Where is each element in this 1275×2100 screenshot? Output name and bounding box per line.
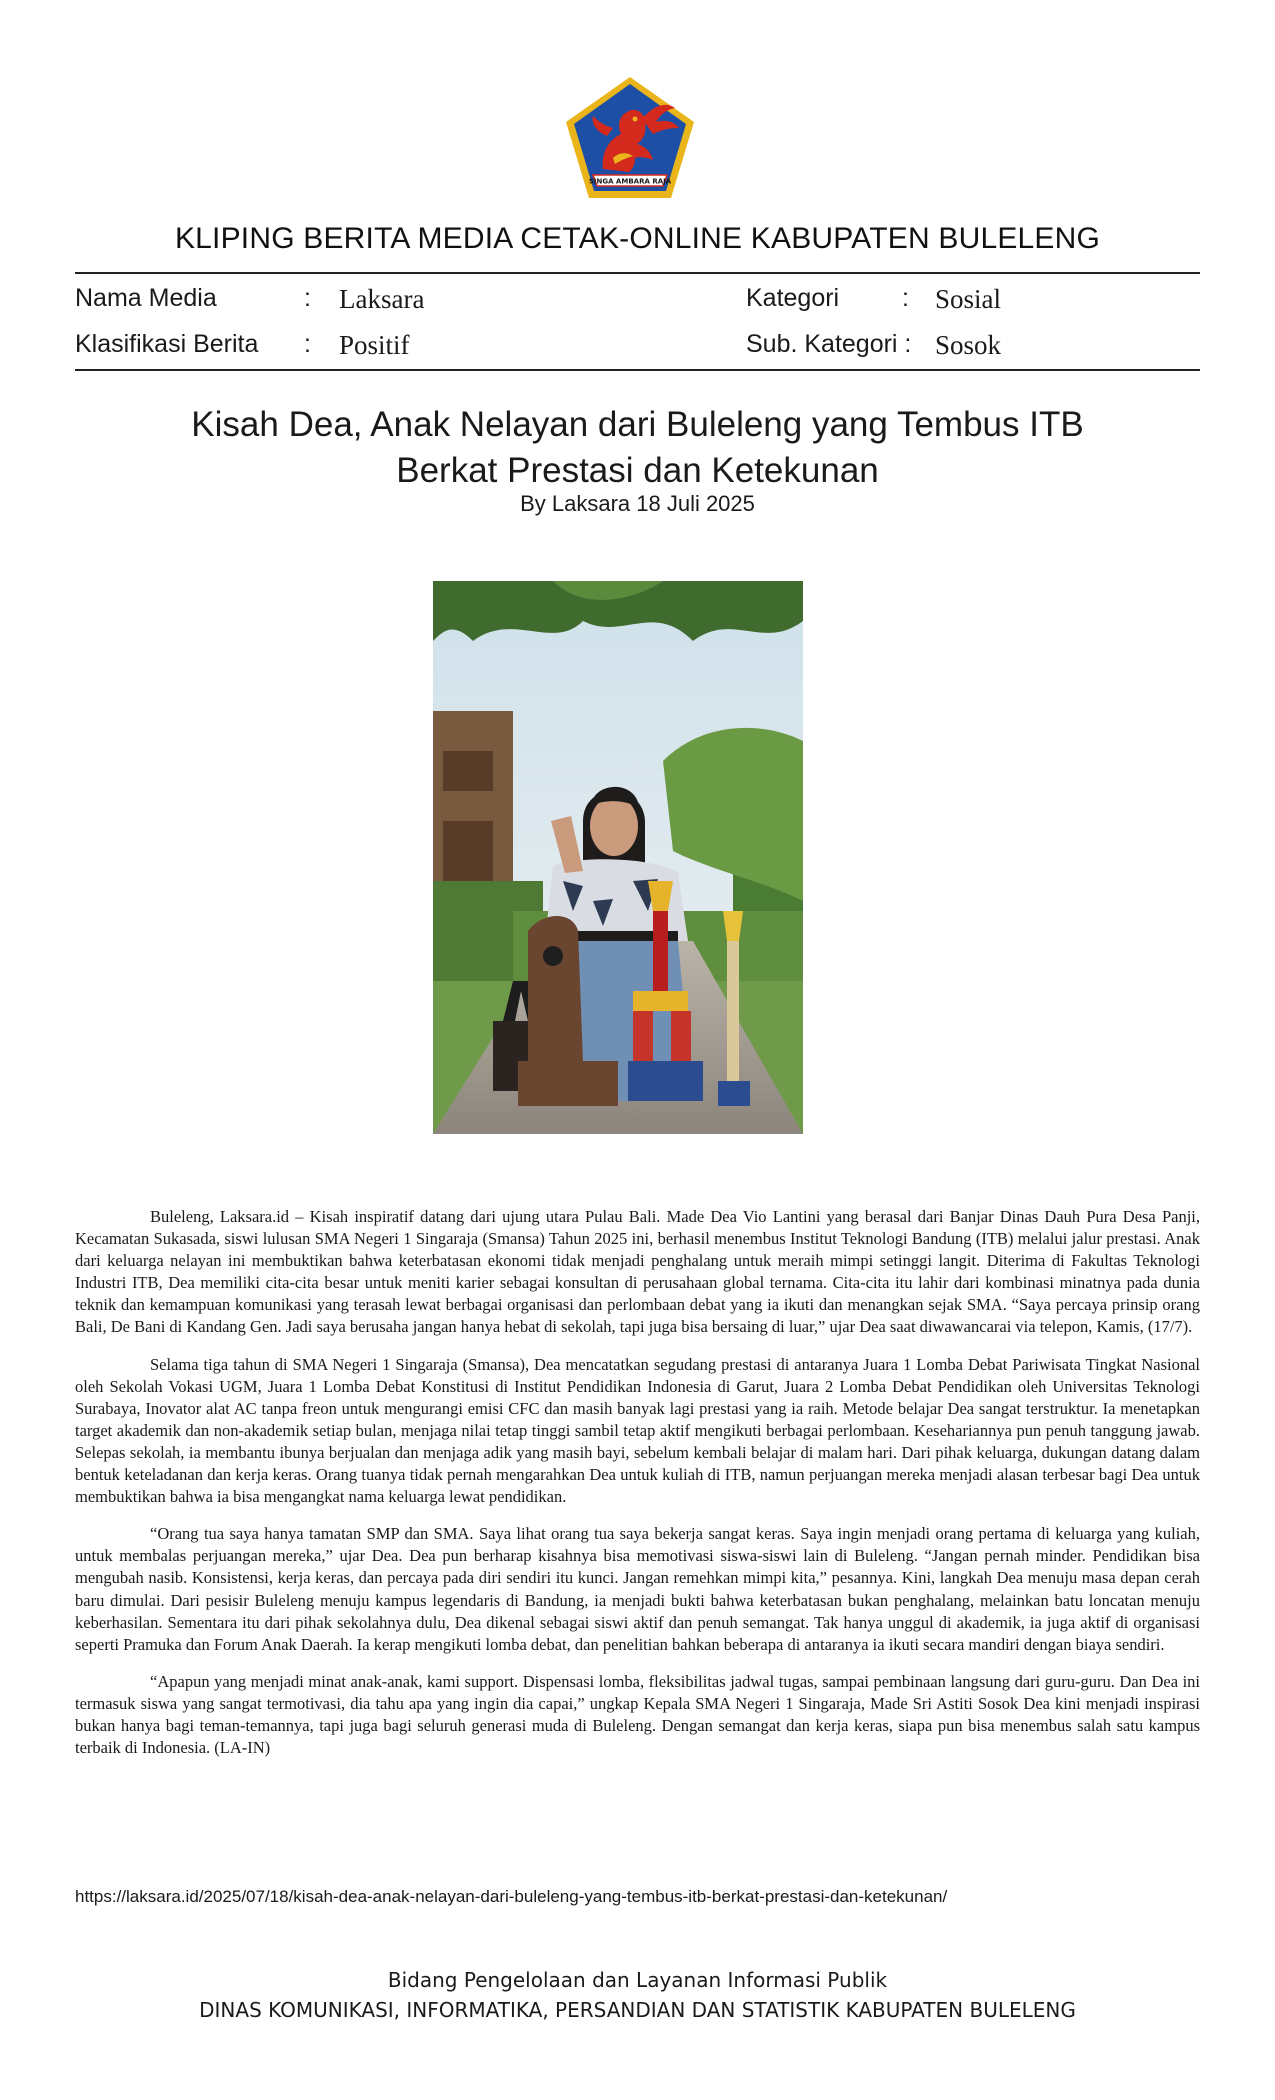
document-title: KLIPING BERITA MEDIA CETAK-ONLINE KABUPATEN BULELENG — [174, 222, 1101, 255]
headline-line-1: Kisah Dea, Anak Nelayan dari Buleleng yang Tembus ITB — [191, 405, 1084, 444]
subcategory-label: Sub. Kategori : — [746, 330, 912, 358]
article-paragraph-4: “Apapun yang menjadi minat anak-anak, kami support. Dispensasi lomba, fleksibilitas jadwal tugas, sampai pembinaan langsung dari guru-guru. Dan Dea ini termasuk siswa yang sangat termotivasi, dia tahu apa yang ingin dia capai,” ungkap Kepala SMA Negeri 1 Singaraja, Made Sri Astiti Sosok Dea kini menjadi inspirasi bukan hanya bagi teman-temannya, tapi juga bagi seluruh generasi muda di Buleleng. Dengan semangat dan kerja keras, siapa pun bisa menembus salah satu kampus terbaik di Indonesia. (LA-IN) — [75, 1671, 1200, 1758]
logo-motto: SINGA AMBARA RAJA — [588, 177, 672, 186]
category-label: Kategori — [746, 284, 840, 312]
footer-division: Bidang Pengelolaan dan Layanan Informasi Publik — [387, 1968, 888, 1992]
media-name-colon: : — [304, 284, 311, 312]
article-photo — [433, 581, 803, 1134]
category-colon: : — [902, 284, 909, 312]
subcategory-value: Sosok — [935, 330, 1002, 360]
category-value: Sosial — [935, 284, 1002, 314]
article-paragraph-3: “Orang tua saya hanya tamatan SMP dan SMA. Saya lihat orang tua saya bekerja sangat keras. Saya ingin menjadi orang pertama di keluarga yang kuliah, untuk membalas perjuangan mereka,” ujar Dea. Dea pun berharap kisahnya bisa memotivasi siswa-siswi lain di Buleleng. “Jangan pernah minder. Pendidikan bisa mengubah nasib. Konsistensi, kerja keras, dan percaya pada diri sendiri itu kunci. Jangan remehkan mimpi kita,” pesannya. Kini, langkah Dea menuju masa depan cerah baru dimulai. Dari pesisir Buleleng menuju kampus legendaris di Bandung, ia menjadi bukti bahwa keterbatasan bukan penghalang, melainkan batu loncatan menuju keberhasilan. Sementara itu dari pihak sekolahnya dulu, Dea dikenal sebagai siswi aktif dan penuh semangat. Tak hanya unggul di akademik, ia juga aktif di organisasi seperti Pramuka dan Forum Anak Daerah. Ia kerap mengikuti lomba debat, dan penelitian bahkan beberapa di antaranya ia ikuti secara mandiri dengan biaya sendiri. — [75, 1524, 1200, 1654]
article-headline — [0, 402, 1275, 494]
classification-colon: : — [304, 330, 311, 358]
classification-label: Klasifikasi Berita — [75, 330, 259, 358]
singa-ambara-raja-emblem-icon — [563, 74, 697, 202]
classification-value: Positif — [339, 330, 410, 360]
source-url-link[interactable]: https://laksara.id/2025/07/18/kisah-dea-anak-nelayan-dari-buleleng-yang-tembus-itb-berkat-prestasi-dan-ketekunan/ — [75, 1887, 948, 1906]
headline-line-2: Berkat Prestasi dan Ketekunan — [396, 451, 879, 490]
article-body — [75, 1206, 1200, 1774]
article-byline: By Laksara 18 Juli 2025 — [520, 491, 755, 516]
header-top-rule — [75, 272, 1200, 274]
article-paragraph-1: Buleleng, Laksara.id – Kisah inspiratif datang dari ujung utara Pulau Bali. Made Dea Vio Lantini yang berasal dari Banjar Dinas Dauh Pura Desa Panji, Kecamatan Sukasada, siswi lulusan SMA Negeri 1 Singaraja (Smansa) Tahun 2025 ini, berhasil menembus Institut Teknologi Bandung (ITB) melalui jalur prestasi. Anak dari keluarga nelayan ini membuktikan bahwa keterbatasan ekonomi tidak menjadi penghalang untuk meraih mimpi setinggi langit. Diterima di Fakultas Teknologi Industri ITB, Dea memiliki cita-cita besar untuk meniti karier sebagai konsultan di perusahaan global ternama. Cita-cita itu lahir dari kombinasi minatnya pada dunia teknik dan kemampuan komunikasi yang terasah lewat berbagai organisasi dan perlombaan debat yang ia ikuti dan menangkan sejak SMA. “Saya percaya prinsip orang Bali, De Bani di Kandang Gen. Jadi saya berusaha jangan hanya hebat di sekolah, tapi juga bisa bersaing di luar,” ujar Dea saat diwawancarai via telepon, Kamis, (17/7). — [75, 1207, 1200, 1337]
footer-agency: DINAS KOMUNIKASI, INFORMATIKA, PERSANDIAN DAN STATISTIK KABUPATEN BULELENG — [199, 1998, 1076, 2022]
media-name-value: Laksara — [339, 284, 425, 314]
media-name-label: Nama Media — [75, 284, 217, 312]
header-bottom-rule — [75, 369, 1200, 371]
article-paragraph-2: Selama tiga tahun di SMA Negeri 1 Singaraja (Smansa), Dea mencatatkan segudang prestasi di antaranya Juara 1 Lomba Debat Pariwisata Tingkat Nasional oleh Sekolah Vokasi UGM, Juara 1 Lomba Debat Konstitusi di Institut Pendidikan Indonesia di Garut, Juara 2 Lomba Debat Pendidikan oleh Universitas Teknologi Surabaya, Inovator alat AC tanpa freon untuk mengurangi emisi CFC dan masih banyak lagi prestasi yang ia raih. Metode belajar Dea sangat terstruktur. Ia menetapkan target akademik dan non-akademik setiap bulan, menjaga nilai tetap tinggi sambil tetap aktif mengikuti berbagai perlombaan. Kesehariannya pun penuh tanggung jawab. Selepas sekolah, ia membantu ibunya berjualan dan menjaga adik yang masih bayi, sebelum kembali belajar di malam hari. Dari pihak keluarga, dukungan datang dalam bentuk keteladanan dan kerja keras. Orang tuanya tidak pernah mengarahkan Dea untuk kuliah di ITB, namun perjuangan mereka menjadi alasan terbesar bagi Dea untuk membuktikan bahwa ia bisa mengangkat nama keluarga lewat pendidikan. — [75, 1354, 1200, 1507]
